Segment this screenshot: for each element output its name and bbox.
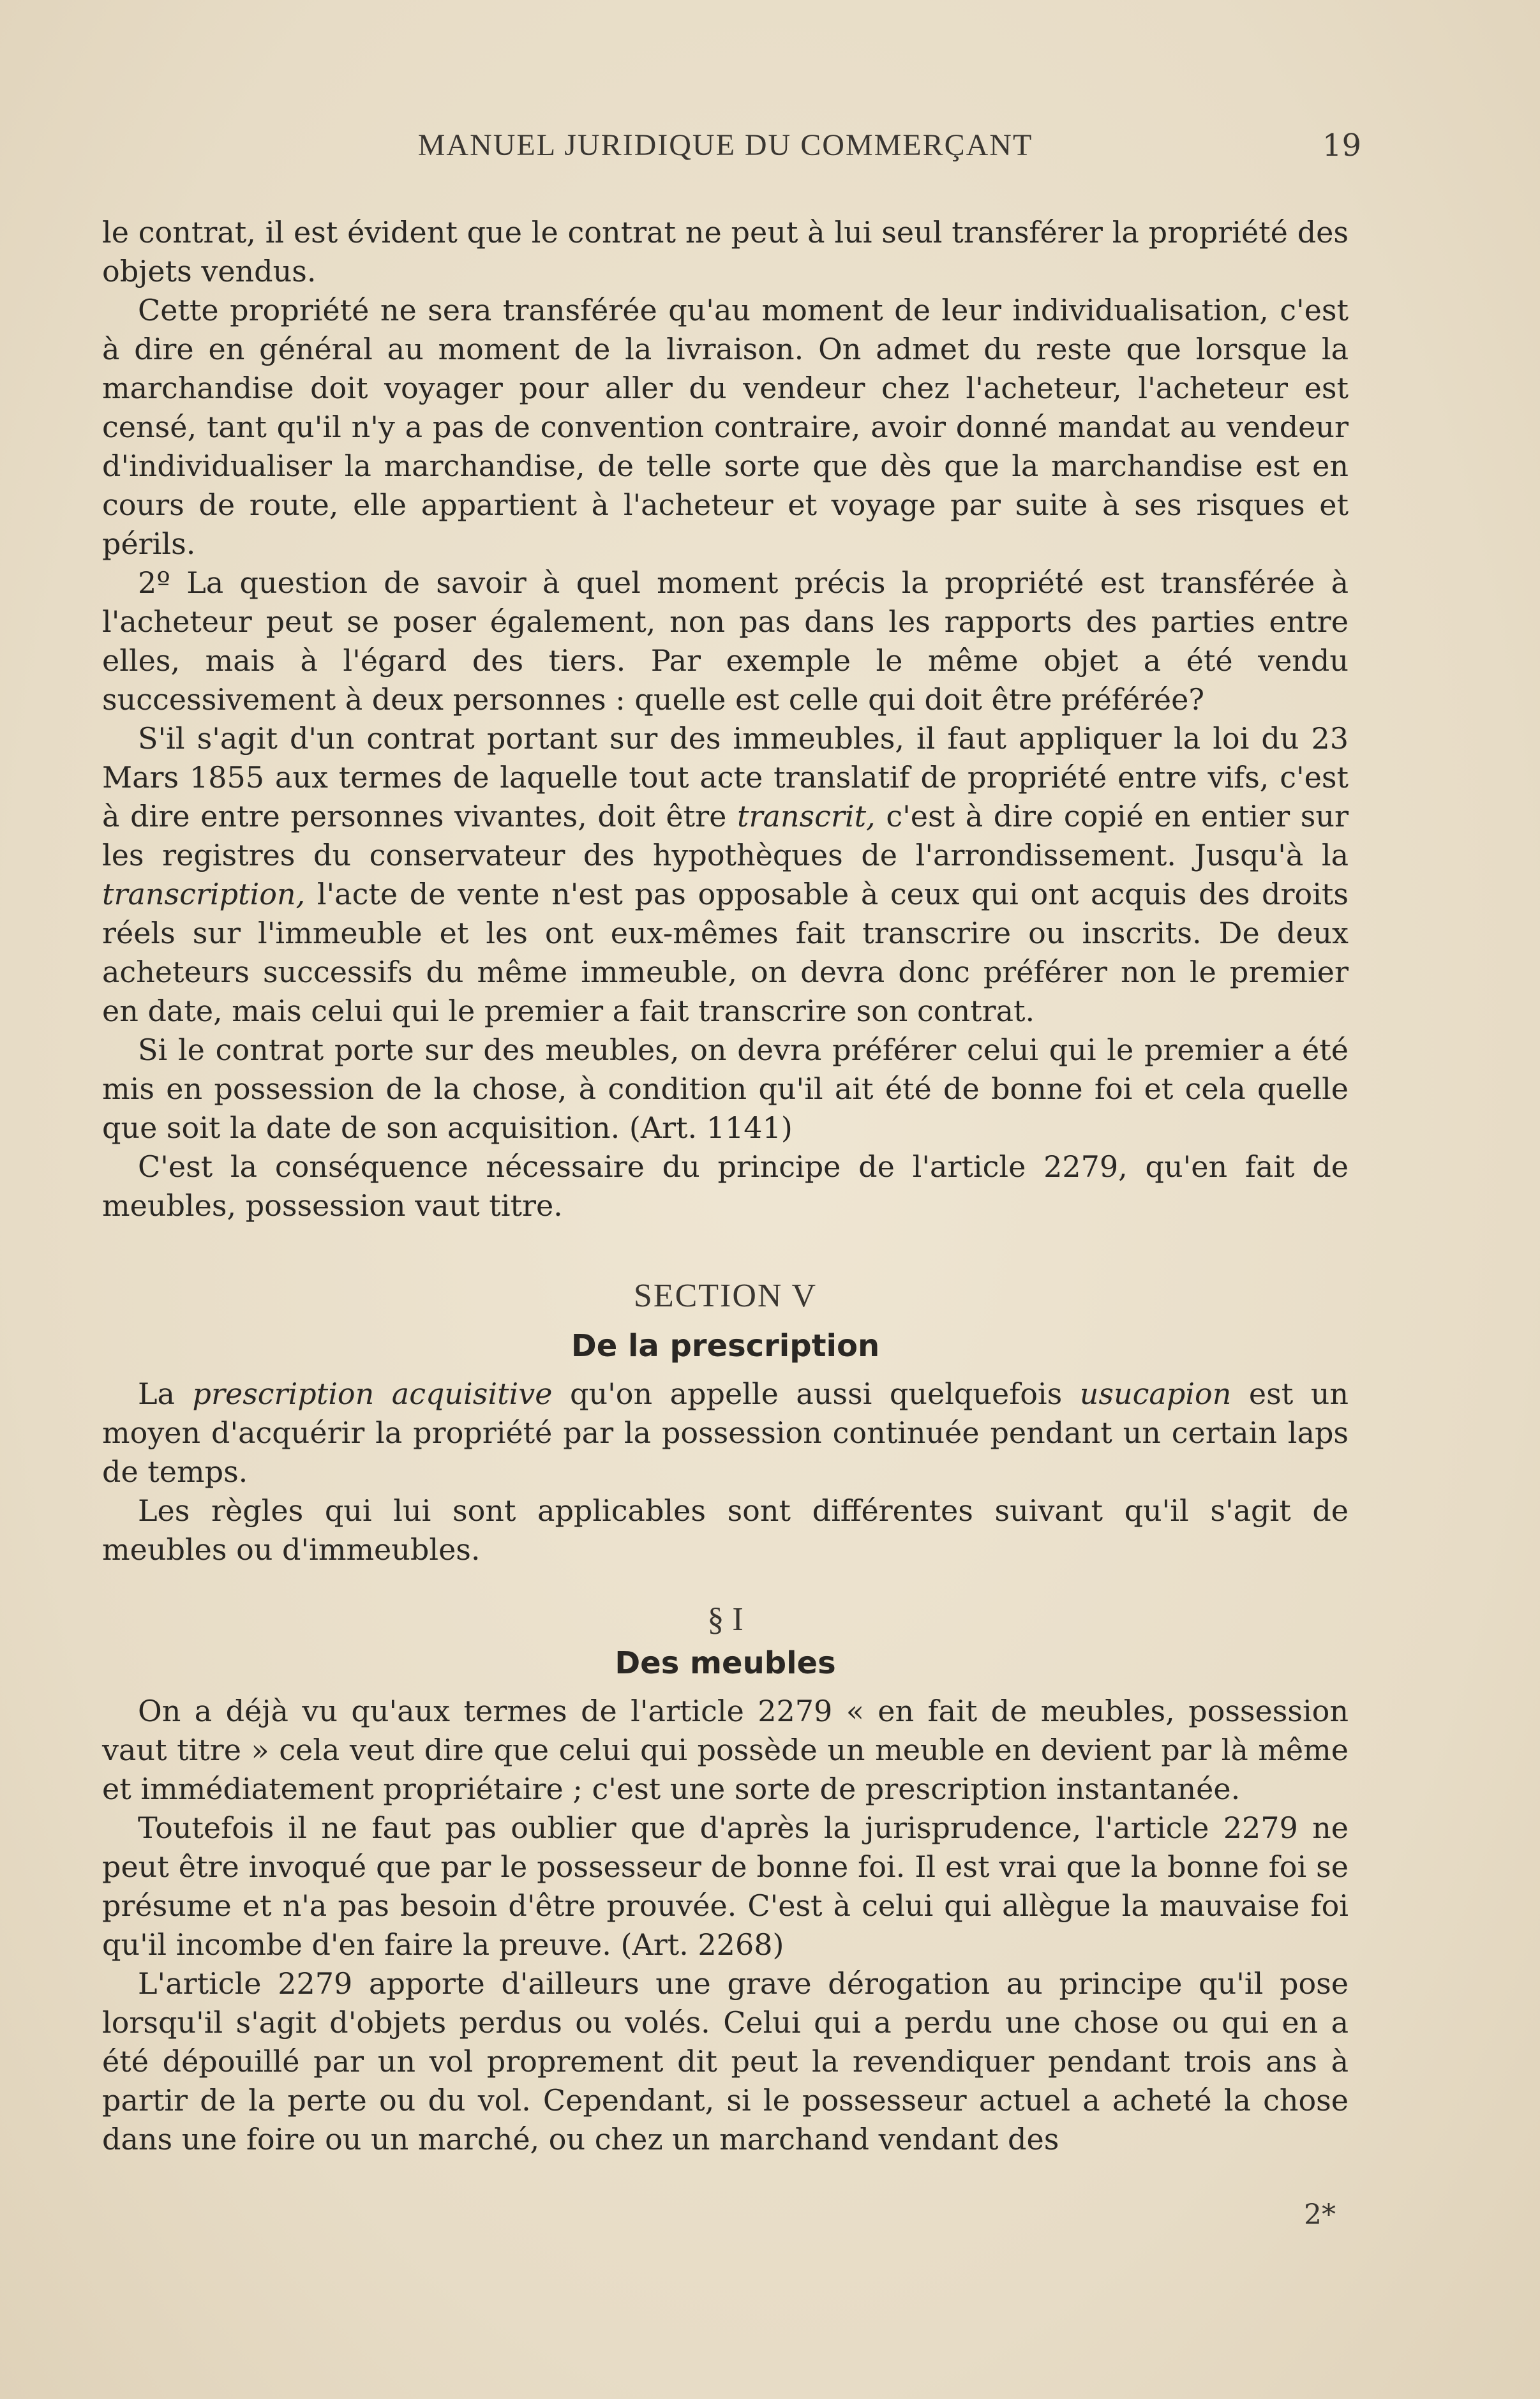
text-run: est un moyen d'acquérir la propriété par la possession continuée pendant un certain laps de temps.: [102, 1377, 1349, 1489]
signature-mark: 2*: [1304, 2199, 1336, 2231]
italic-term: transcrit,: [736, 799, 876, 833]
paragraph: [102, 719, 1349, 1031]
paragraph: Cette propriété ne sera transférée qu'au moment de leur individualisation, c'est à dire en général au moment de la livraison. On admet du reste que lorsque la marchandise doit voyager pour aller du vendeur chez l'acheteur, l'acheteur est censé, tant qu'il n'y a pas de convention contraire, avoir donné mandat au vendeur d'individualiser la marchandise, de telle sorte que dès que la marchandise est en cours de route, elle appartient à l'acheteur et voyage par suite à ses risques et périls.: [102, 293, 1349, 561]
subsection-subtitle: Des meubles: [615, 1645, 836, 1681]
text-run: qu'on appelle aussi quelquefois: [552, 1377, 1080, 1411]
paragraph: On a déjà vu qu'aux termes de l'article 2279 « en fait de meubles, possession vaut titre » cela veut dire que celui qui possède un meuble en devient par là même et immédiatement propriétaire ; c'est une sorte de prescription instantanée.: [102, 1694, 1349, 1806]
running-head: [102, 128, 1361, 172]
paragraph: 2º La question de savoir à quel moment précis la propriété est transférée à l'acheteur peut se poser également, non pas dans les rapports des parties entre elles, mais à l'égard des tiers. Par exemple le même objet a été vendu successivement à deux personnes : quelle est celle qui doit être préférée?: [102, 565, 1349, 717]
text-run: l'acte de vente n'est pas opposable à ceux qui ont acquis des droits réels sur l'immeuble et les ont eux-mêmes fait transcrire ou inscrits. De deux acheteurs successifs du même immeuble, on devra donc préférer non le premier en date, mais celui qui le premier a fait transcrire son contrat.: [102, 877, 1349, 1028]
paragraph: Toutefois il ne faut pas oublier que d'après la jurisprudence, l'article 2279 ne peut être invoqué que par le possesseur de bonne foi. Il est vrai que la bonne foi se présume et n'a pas besoin d'être prouvée. C'est à celui qui allègue la mauvaise foi qu'il incombe d'en faire la preuve. (Art. 2268): [102, 1811, 1349, 1962]
italic-term: transcription,: [102, 877, 306, 911]
paragraph: le contrat, il est évident que le contrat ne peut à lui seul transférer la propriété des objets vendus.: [102, 215, 1349, 288]
page-body: [102, 213, 1349, 2159]
subsection-mark: § I: [707, 1601, 744, 1638]
text-run: La: [138, 1377, 193, 1411]
running-title: MANUEL JURIDIQUE DU COMMERÇANT: [417, 128, 1033, 162]
section-subtitle: De la prescription: [571, 1328, 880, 1364]
paragraph: Si le contrat porte sur des meubles, on devra préférer celui qui le premier a été mis en possession de la chose, à condition qu'il ait été de bonne foi et cela quelle que soit la date de son acquisition. (Art. 1141): [102, 1033, 1349, 1145]
paragraph: [102, 1375, 1349, 1491]
text-run: c'est à dire copié en entier sur les registres du conservateur des hypothèques de l'arrondissement. Jusqu'à la: [102, 799, 1349, 872]
paragraph: L'article 2279 apporte d'ailleurs une grave dérogation au principe qu'il pose lorsqu'il s'agit d'objets perdus ou volés. Celui qui a perdu une chose ou qui en a été dépouillé par un vol proprement dit peut la revendiquer pendant trois ans à partir de la perte ou du vol. Cependant, si le possesseur actuel a acheté la chose dans une foire ou un marché, ou chez un marchand vendant des: [102, 1966, 1349, 2156]
italic-term: prescription acquisitive: [192, 1377, 553, 1411]
italic-term: usucapion: [1079, 1377, 1232, 1411]
page-number: 19: [1322, 128, 1361, 163]
paragraph: C'est la conséquence nécessaire du principe de l'article 2279, qu'en fait de meubles, possession vaut titre.: [102, 1149, 1349, 1223]
paragraph: Les règles qui lui sont applicables sont différentes suivant qu'il s'agit de meubles ou d'immeubles.: [102, 1493, 1349, 1567]
section-title: SECTION V: [633, 1278, 818, 1314]
text-run: S'il s'agit d'un contrat portant sur des immeubles, il faut appliquer la loi du 23 Mars 1855 aux termes de laquelle tout acte translatif de propriété entre vifs, c'est à dire entre personnes vivantes, doit être: [102, 721, 1349, 833]
